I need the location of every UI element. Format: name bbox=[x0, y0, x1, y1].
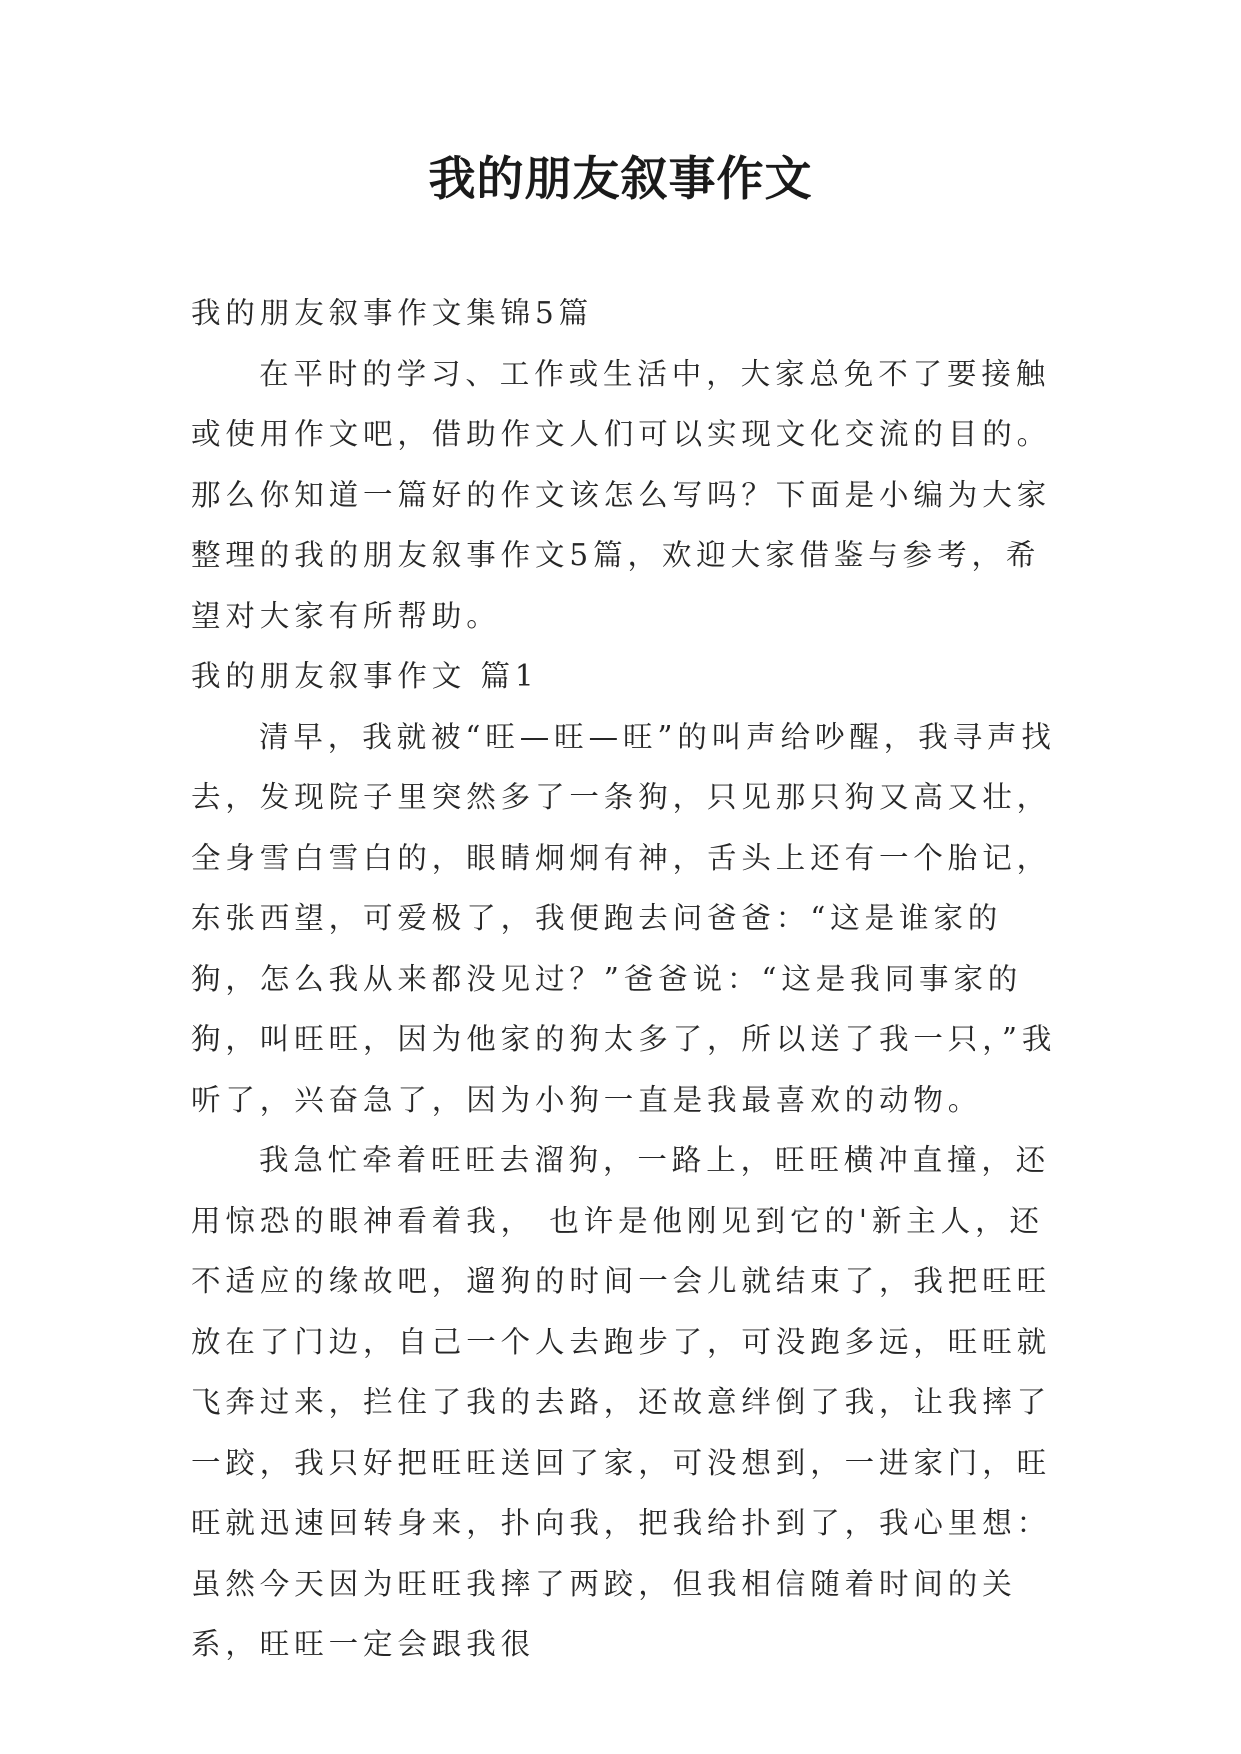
section-heading: 我的朋友叙事作文 篇1 bbox=[191, 659, 539, 693]
document-body bbox=[191, 283, 1061, 1675]
body-paragraph: 我急忙牵着旺旺去溜狗，一路上，旺旺横冲直撞，还用惊恐的眼神看着我， 也许是他刚见到它的'新主人，还不适应的缘故吧，遛狗的时间一会儿就结束了，我把旺旺放在了门边，自己一个人去跑步了，可没跑多远，旺旺就飞奔过来，拦住了我的去路，还故意绊倒了我，让我摔了一跤，我只好把旺旺送回了家，可没想到，一进家门，旺旺就迅速回转身来，扑向我，把我给扑到了，我心里想：虽然今天因为旺旺我摔了两跤，但我相信随着时间的关系，旺旺一定会跟我很 bbox=[191, 1143, 1052, 1661]
body-paragraph: 清早，我就被“旺—旺—旺”的叫声给吵醒，我寻声找去，发现院子里突然多了一条狗，只见那只狗又高又壮，全身雪白雪白的，眼睛炯炯有神，舌头上还有一个胎记，东张西望，可爱极了，我便跑去问爸爸：“这是谁家的狗，怎么我从来都没见过？”爸爸说：“这是我同事家的狗，叫旺旺，因为他家的狗太多了，所以送了我一只，”我听了，兴奋急了，因为小狗一直是我最喜欢的动物。 bbox=[191, 719, 1057, 1117]
collection-subtitle: 我的朋友叙事作文集锦5篇 bbox=[191, 296, 594, 330]
intro-paragraph: 在平时的学习、工作或生活中，大家总免不了要接触或使用作文吧，借助作文人们可以实现文化交流的目的。那么你知道一篇好的作文该怎么写吗？下面是小编为大家整理的我的朋友叙事作文5篇，欢迎大家借鉴与参考，希望对大家有所帮助。 bbox=[191, 356, 1052, 633]
document-title: 我的朋友叙事作文 bbox=[428, 152, 813, 207]
